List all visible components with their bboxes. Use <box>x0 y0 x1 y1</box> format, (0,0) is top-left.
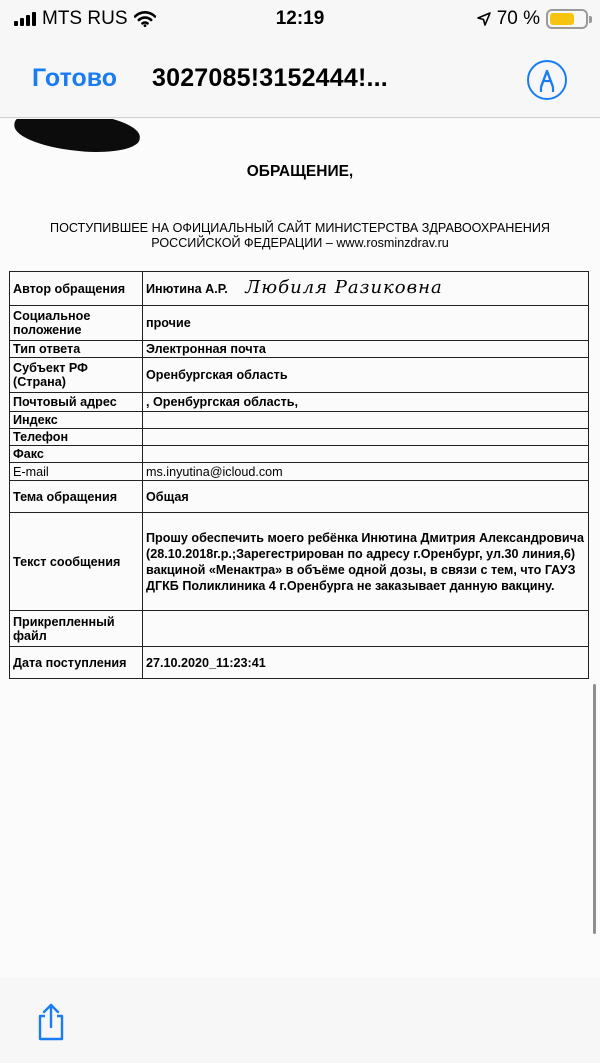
battery-percent: 70 % <box>496 8 540 29</box>
row-label: Факс <box>10 446 143 463</box>
subheading-line: ПОСТУПИВШЕЕ НА ОФИЦИАЛЬНЫЙ САЙТ МИНИСТЕРСТВА ЗДРАВООХРАНЕНИЯ <box>50 221 550 235</box>
table-row <box>10 429 589 446</box>
handwritten-name: Любиля Разиковна <box>245 277 443 298</box>
table-row <box>10 358 589 393</box>
table-row <box>10 513 589 611</box>
nav-bar <box>0 40 600 118</box>
battery-icon <box>546 9 588 29</box>
row-label: Почтовый адрес <box>10 393 143 412</box>
document-viewer[interactable] <box>0 119 600 977</box>
row-label: Текст сообщения <box>10 513 143 611</box>
row-label: Телефон <box>10 429 143 446</box>
table-row <box>10 272 589 306</box>
share-button[interactable] <box>33 1002 69 1042</box>
table-row <box>10 647 589 679</box>
share-icon <box>33 1002 69 1042</box>
row-label: E-mail <box>10 463 143 481</box>
row-value <box>143 272 589 306</box>
carrier-label: MTS RUS <box>42 8 128 29</box>
author-name: Инютина А.Р. <box>146 282 228 296</box>
row-label: Субъект РФ (Страна) <box>10 358 143 393</box>
scroll-indicator[interactable] <box>593 684 596 934</box>
row-value <box>143 446 589 463</box>
table-row <box>10 481 589 513</box>
row-label: Тип ответа <box>10 341 143 358</box>
markup-pen-icon <box>529 62 565 98</box>
table-row <box>10 611 589 647</box>
bottom-toolbar <box>0 977 600 1063</box>
row-value: , Оренбургская область, <box>143 393 589 412</box>
table-row <box>10 463 589 481</box>
table-row <box>10 306 589 341</box>
row-value: Общая <box>143 481 589 513</box>
row-label: Социальное положение <box>10 306 143 341</box>
row-value: Электронная почта <box>143 341 589 358</box>
row-label: Тема обращения <box>10 481 143 513</box>
row-label: Прикрепленный файл <box>10 611 143 647</box>
redaction-mark <box>92 123 132 149</box>
row-value: Оренбургская область <box>143 358 589 393</box>
table-row <box>10 412 589 429</box>
document-title: 3027085!3152444!... <box>152 64 388 92</box>
table-row <box>10 341 589 358</box>
row-value <box>143 412 589 429</box>
row-label: Автор обращения <box>10 272 143 306</box>
battery-fill <box>550 13 574 25</box>
document-subheading <box>0 221 600 251</box>
message-text: Прошу обеспечить моего ребёнка Инютина Дмитрия Александровича (28.10.2018г.р.;Зарегестрирован по адресу г.Оренбург, ул.30 линия,6) вакциной «Менактра» в объёме одной дозы, в связи с тем, что ГАУЗ ДГКБ Поликлиника 4 г.Оренбурга не заказывает данную вакцину. <box>143 513 589 611</box>
row-value: 27.10.2020_11:23:41 <box>143 647 589 679</box>
done-button[interactable]: Готово <box>32 64 118 92</box>
appeal-form-table <box>9 271 589 679</box>
clock: 12:19 <box>275 8 325 29</box>
email-value: ms.inyutina@icloud.com <box>143 463 589 481</box>
document-heading: ОБРАЩЕНИЕ, <box>246 163 354 180</box>
table-row <box>10 393 589 412</box>
row-value <box>143 611 589 647</box>
markup-button[interactable] <box>527 60 567 100</box>
row-value: прочие <box>143 306 589 341</box>
status-bar-right <box>477 8 588 30</box>
status-bar <box>0 0 600 40</box>
row-label: Индекс <box>10 412 143 429</box>
subheading-line: РОССИЙСКОЙ ФЕДЕРАЦИИ – www.rosminzdrav.ru <box>151 236 449 250</box>
row-value <box>143 429 589 446</box>
table-row <box>10 446 589 463</box>
location-icon <box>477 12 491 26</box>
row-label: Дата поступления <box>10 647 143 679</box>
